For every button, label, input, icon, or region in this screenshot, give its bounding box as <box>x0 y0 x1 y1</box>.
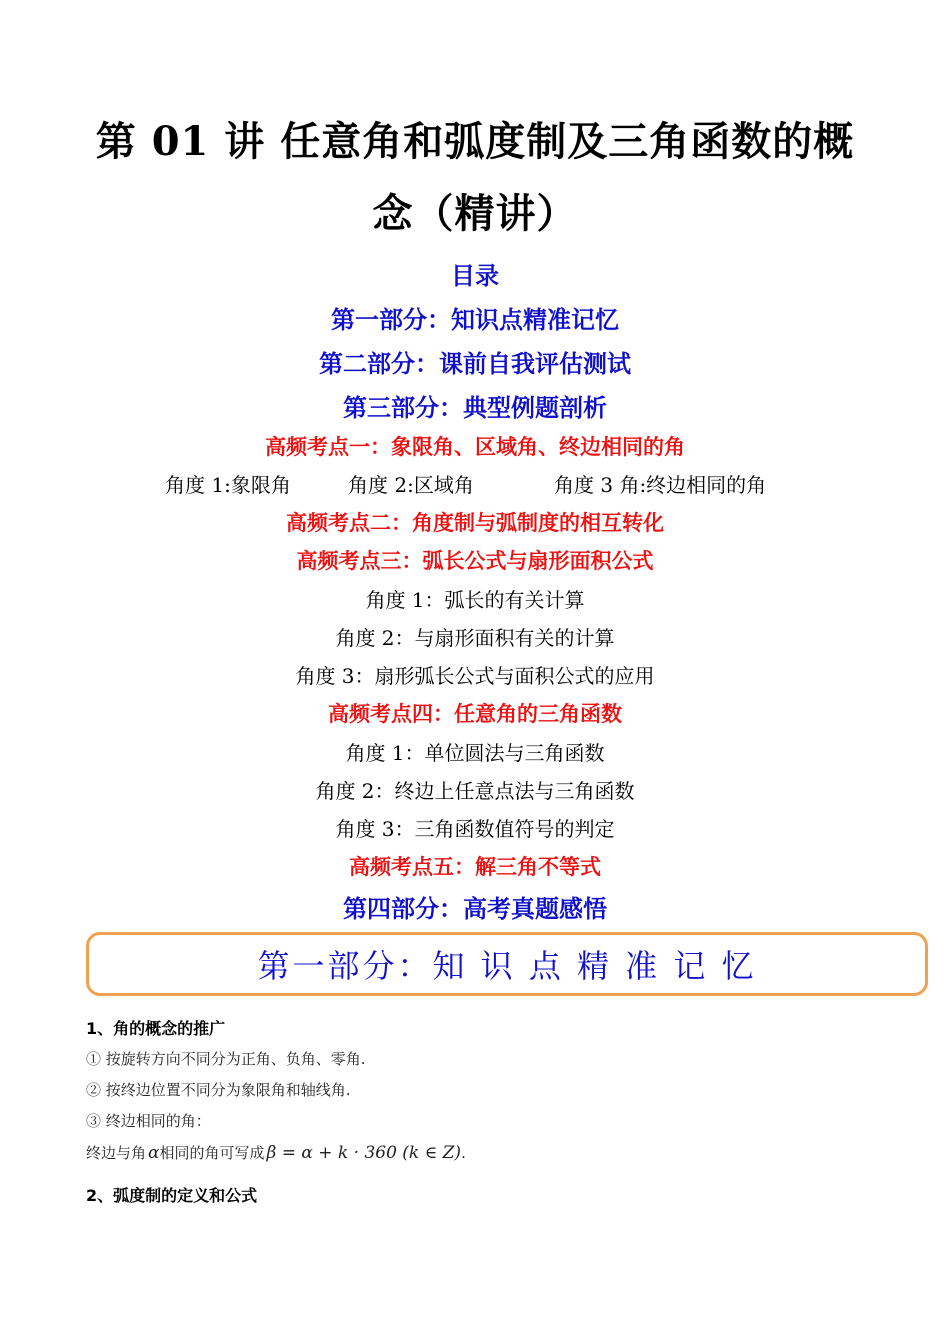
alpha-symbol: α <box>148 1143 160 1163</box>
toc-part-3[interactable]: 第三部分：典型例题剖析 <box>343 393 607 422</box>
formula-prefix: 终边与角 <box>86 1144 147 1162</box>
section-1-heading: 1、角的概念的推广 <box>86 1019 226 1038</box>
toc-topic-4-angle-1[interactable]: 角度 1：单位圆法与三角函数 <box>345 741 605 765</box>
formula-line <box>86 1142 466 1163</box>
toc-topic-5[interactable]: 高频考点五：解三角不等式 <box>349 854 601 879</box>
toc-part-4[interactable]: 第四部分：高考真题感悟 <box>343 894 607 923</box>
toc-heading[interactable]: 目录 <box>451 261 499 290</box>
section-header-title: 第一部分：知 识 点 精 准 记 忆 <box>257 947 757 985</box>
toc-topic-3-angle-1[interactable]: 角度 1：弧长的有关计算 <box>365 588 585 612</box>
toc-topic-2[interactable]: 高频考点二：角度制与弧制度的相互转化 <box>286 510 664 535</box>
toc-topic-4[interactable]: 高频考点四：任意角的三角函数 <box>328 701 622 726</box>
toc-topic-1-angle-1[interactable]: 角度 1:象限角 <box>165 473 291 497</box>
toc-topic-1[interactable]: 高频考点一：象限角、区域角、终边相同的角 <box>265 434 685 459</box>
formula-suffix: . <box>461 1144 466 1162</box>
list-item-2: ② 按终边位置不同分为象限角和轴线角. <box>86 1081 351 1099</box>
list-item-3: ③ 终边相同的角： <box>86 1112 211 1130</box>
formula-middle: 相同的角可写成 <box>159 1144 265 1162</box>
list-item-1: ① 按旋转方向不同分为正角、负角、零角. <box>86 1050 366 1068</box>
section-header-box <box>86 932 928 996</box>
section-2-heading: 2、弧度制的定义和公式 <box>86 1186 258 1205</box>
toc-topic-1-angle-2[interactable]: 角度 2:区域角 <box>348 473 474 497</box>
toc-topic-3-angle-2[interactable]: 角度 2：与扇形面积有关的计算 <box>335 626 615 650</box>
toc-part-2[interactable]: 第二部分：课前自我评估测试 <box>319 349 631 378</box>
document-title-line-2: 念（精讲） <box>372 190 578 237</box>
toc-topic-1-angle-3[interactable]: 角度 3 角:终边相同的角 <box>554 473 767 497</box>
document-title-line-1: 第 01 讲 任意角和弧度制及三角函数的概 <box>95 118 855 165</box>
toc-topic-3[interactable]: 高频考点三：弧长公式与扇形面积公式 <box>296 548 654 573</box>
toc-topic-4-angle-2[interactable]: 角度 2：终边上任意点法与三角函数 <box>315 779 635 803</box>
toc-topic-4-angle-3[interactable]: 角度 3：三角函数值符号的判定 <box>335 817 615 841</box>
coterminal-formula: β = α + k · 360 (k ∈ Z) <box>266 1143 462 1163</box>
toc-topic-3-angle-3[interactable]: 角度 3：扇形弧长公式与面积公式的应用 <box>295 664 655 688</box>
toc-part-1[interactable]: 第一部分：知识点精准记忆 <box>331 305 619 334</box>
